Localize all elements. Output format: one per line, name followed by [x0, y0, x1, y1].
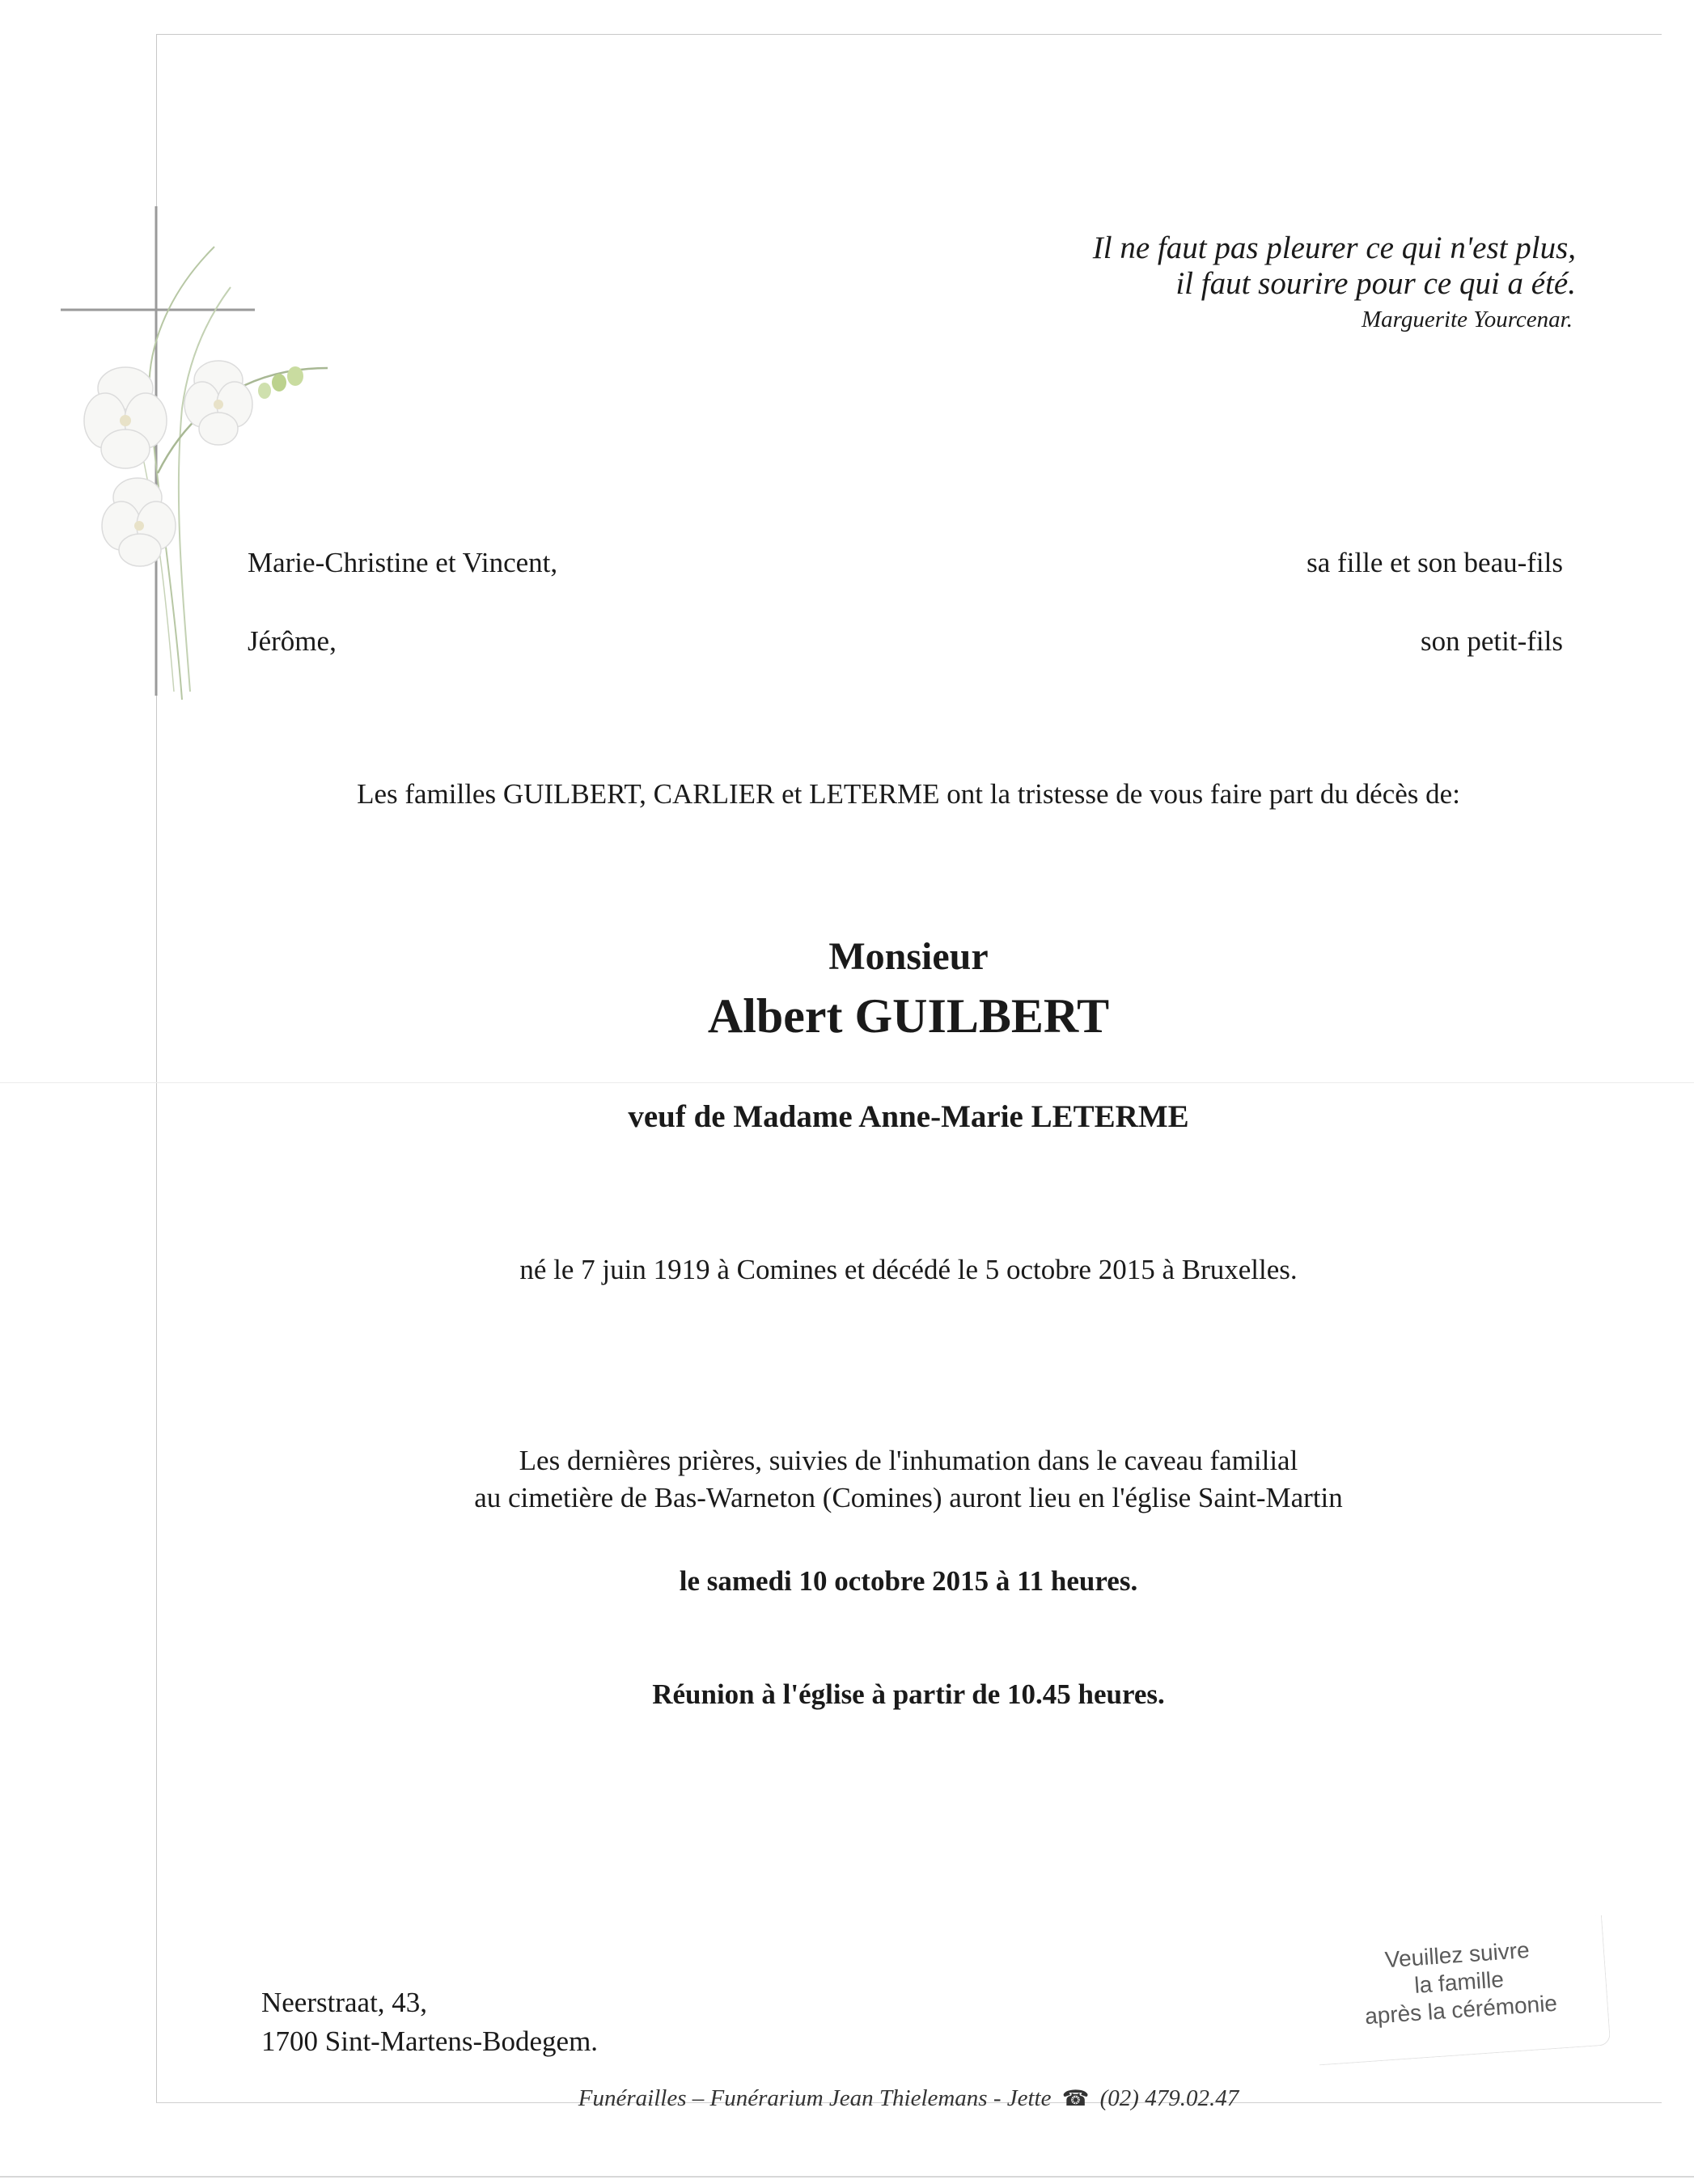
footer-text: Funérailles – Funérarium Jean Thielemans - Jette — [578, 2085, 1052, 2111]
footer-phone: (02) 479.02.47 — [1099, 2085, 1239, 2111]
spouse-line: veuf de Madame Anne-Marie LETERME — [628, 1099, 1189, 1134]
announcement-text: Les familles GUILBERT, CARLIER et LETERME ont la tristesse de vous faire part du décès de: — [357, 778, 1460, 810]
ceremony-line-1: Les dernières prières, suivies de l'inhumation dans le caveau familial — [519, 1445, 1298, 1476]
relative-role-2: son petit-fils — [1421, 625, 1563, 657]
address-city: 1700 Sint-Martens-Bodegem. — [261, 2025, 599, 2057]
relative-role-1: sa fille et son beau-fils — [1306, 547, 1563, 578]
ceremony-line-2: au cimetière de Bas-Warneton (Comines) auront lieu en l'église Saint-Martin — [474, 1482, 1343, 1513]
meeting-time: Réunion à l'église à partir de 10.45 heures. — [652, 1678, 1165, 1710]
ceremony-date: le samedi 10 octobre 2015 à 11 heures. — [679, 1565, 1138, 1597]
funeral-home-footer — [156, 2085, 1661, 2112]
address-street: Neerstraat, 43, — [261, 1987, 428, 2018]
family-address — [261, 1983, 598, 2061]
ceremony-details — [156, 1442, 1661, 1517]
quote-author: Marguerite Yourcenar. — [1362, 307, 1573, 332]
stamp-line-3: après la cérémonie — [1364, 1990, 1558, 2030]
quote-line-1: Il ne faut pas pleurer ce qui n'est plus, — [1092, 231, 1576, 265]
birth-death-dates: né le 7 juin 1919 à Comines et décédé le 5 octobre 2015 à Bruxelles. — [519, 1254, 1298, 1285]
relative-name-2: Jérôme, — [248, 625, 337, 657]
stamp-line-1: Veuillez suivre — [1383, 1936, 1531, 1973]
card-border — [156, 34, 1662, 2103]
page-edge — [0, 2176, 1694, 2178]
quote-line-2: il faut sourire pour ce qui a été. — [1175, 266, 1576, 301]
deceased-name: Albert GUILBERT — [707, 989, 1110, 1043]
stamp-line-2: la famille — [1413, 1966, 1505, 1998]
relative-name-1: Marie-Christine et Vincent, — [248, 547, 558, 578]
phone-icon: ☎ — [1061, 2086, 1090, 2110]
epigraph-quote — [1093, 231, 1576, 336]
follow-family-stamp — [1323, 1932, 1598, 2064]
fold-line — [0, 1082, 1694, 1083]
deceased-honorific: Monsieur — [828, 935, 989, 978]
